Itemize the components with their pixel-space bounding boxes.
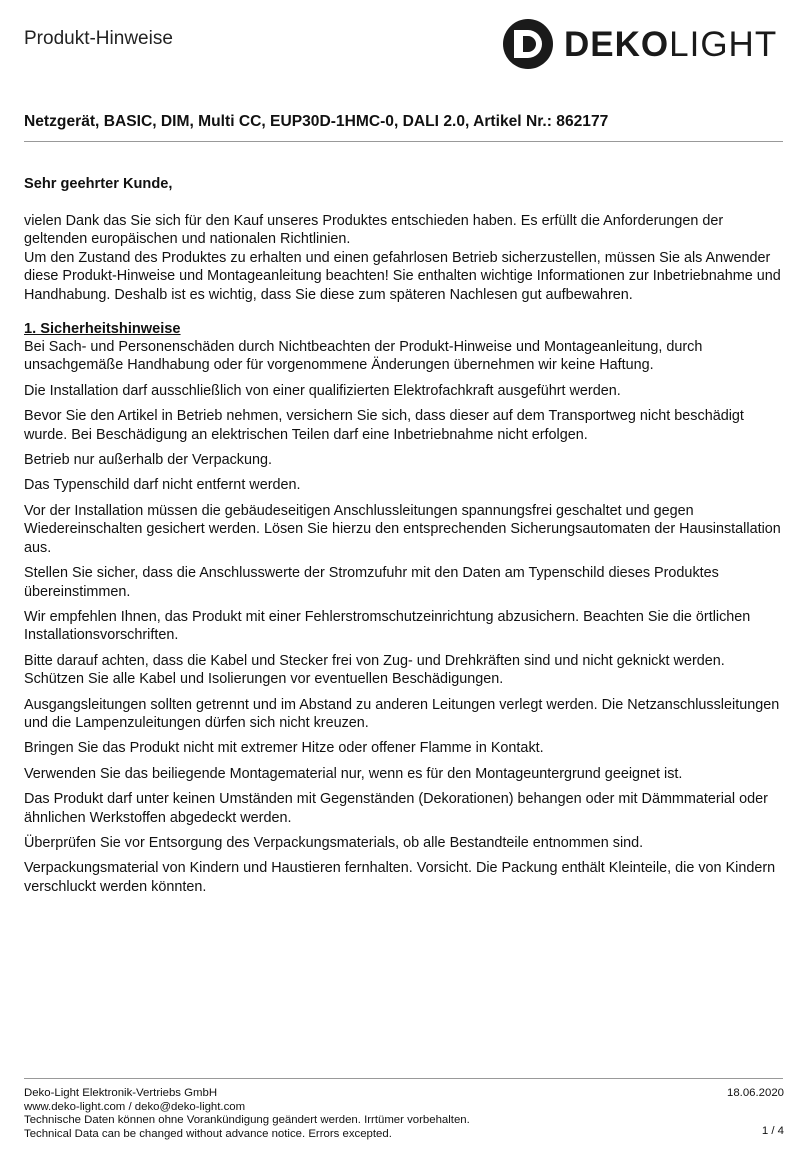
safety-item: Vor der Installation müssen die gebäudeseitigen Anschlussleitungen spannungsfrei geschaltet und gegen Wiedereinschalten gesichert werden. Lösen Sie hierzu den entsprechenden Sicherungsautomaten der Hausinstallation aus. bbox=[24, 502, 781, 556]
footer bbox=[24, 1087, 524, 1141]
footer-divider bbox=[24, 1078, 783, 1079]
safety-item: Überprüfen Sie vor Entsorgung des Verpackungsmaterials, ob alle Bestandteile entnommen sind. bbox=[24, 834, 644, 851]
dekolight-logo-icon bbox=[502, 18, 554, 70]
footer-contact: www.deko-light.com / deko@deko-light.com bbox=[24, 1100, 246, 1113]
product-title: Netzgerät, BASIC, DIM, Multi CC, EUP30D-1HMC-0, DALI 2.0, Artikel Nr.: 862177 bbox=[24, 113, 609, 130]
safety-item: Die Installation darf ausschließlich von einer qualifizierten Elektrofachkraft ausgeführt werden. bbox=[24, 382, 621, 399]
safety-item: Wir empfehlen Ihnen, das Produkt mit einer Fehlerstromschutzeinrichtung abzusichern. Beachten Sie die örtlichen Installationsvorschriften. bbox=[24, 608, 751, 644]
document-body bbox=[24, 212, 786, 903]
safety-item: Stellen Sie sicher, dass die Anschlusswerte der Stromzufuhr mit den Daten am Typenschild dieses Produktes übereinstimmen. bbox=[24, 565, 719, 600]
page-number: 1 / 4 bbox=[761, 1125, 784, 1137]
footer-company: Deko-Light Elektronik-Vertriebs GmbH bbox=[24, 1087, 218, 1099]
safety-item: Verpackungsmaterial von Kindern und Haustieren fernhalten. Vorsicht. Die Packung enthält Kleinteile, die von Kindern verschluckt werden könnten. bbox=[24, 860, 776, 895]
dekolight-logo bbox=[502, 18, 792, 70]
safety-item: Bei Sach- und Personenschäden durch Nichtbeachten der Produkt-Hinweise und Montageanleitung, durch unsachgemäße Handhabung oder für vorgenommene Änderungen übernehmen wir keine Haftung. bbox=[24, 339, 703, 374]
intro-paragraph-1: vielen Dank das Sie sich für den Kauf unseres Produktes entschieden haben. Es erfüllt die Anforderungen der geltenden europäischen und nationalen Richtlinien. bbox=[24, 213, 724, 248]
document-header-title: Produkt-Hinweise bbox=[24, 28, 173, 49]
safety-item: Betrieb nur außerhalb der Verpackung. bbox=[24, 452, 272, 469]
logo-wordmark-bold: DEKO bbox=[564, 24, 670, 64]
safety-item: Das Typenschild darf nicht entfernt werden. bbox=[24, 477, 301, 494]
logo-wordmark-light: LIGHT bbox=[669, 24, 778, 64]
safety-item: Ausgangsleitungen sollten getrennt und im Abstand zu anderen Leitungen verlegt werden. Die Netzanschlussleitungen und die Lampenzuleitungen dürfen sich nicht kreuzen. bbox=[24, 696, 780, 731]
footer-disclaimer-de: Technische Daten können ohne Vorankündigung geändert werden. Irrtümer vorbehalten. bbox=[24, 1114, 470, 1127]
footer-date: 18.06.2020 bbox=[726, 1087, 784, 1099]
safety-item: Bringen Sie das Produkt nicht mit extremer Hitze oder offener Flamme in Kontakt. bbox=[24, 740, 544, 757]
intro-paragraph-2: Um den Zustand des Produktes zu erhalten und einen gefahrlosen Betrieb sicherzustellen, müssen Sie als Anwender diese Produkt-Hinweise und Montageanleitung beachten! Sie enthalten wichtige Informationen zur Inbetriebnahme und Handhabung. Deshalb ist es wichtig, dass Sie diese zum späteren Nachlesen gut aufbewahren. bbox=[24, 249, 781, 303]
greeting: Sehr geehrter Kunde, bbox=[24, 176, 173, 192]
safety-item: Verwenden Sie das beiliegende Montagematerial nur, wenn es für den Montageuntergrund geeignet ist. bbox=[24, 765, 683, 782]
safety-item: Bevor Sie den Artikel in Betrieb nehmen, versichern Sie sich, dass dieser auf dem Transportweg nicht beschädigt wurde. Bei Beschädigung an elektrischen Teilen darf eine Inbetriebnahme nicht erfolgen. bbox=[24, 408, 744, 443]
safety-item: Bitte darauf achten, dass die Kabel und Stecker frei von Zug- und Drehkräften sind und nicht geknickt werden. Schützen Sie alle Kabel und Isolierungen vor eventuellen Beschädigungen. bbox=[24, 652, 725, 688]
section-heading: 1. Sicherheitshinweise bbox=[24, 321, 181, 338]
footer-disclaimer-en: Technical Data can be changed without advance notice. Errors excepted. bbox=[24, 1127, 392, 1140]
header-divider bbox=[24, 141, 783, 142]
logo-wordmark bbox=[564, 24, 778, 64]
safety-item: Das Produkt darf unter keinen Umständen mit Gegenständen (Dekorationen) behangen oder mit Dämmmaterial oder ähnlichen Werkstoffen abgedeckt werden. bbox=[24, 791, 768, 826]
